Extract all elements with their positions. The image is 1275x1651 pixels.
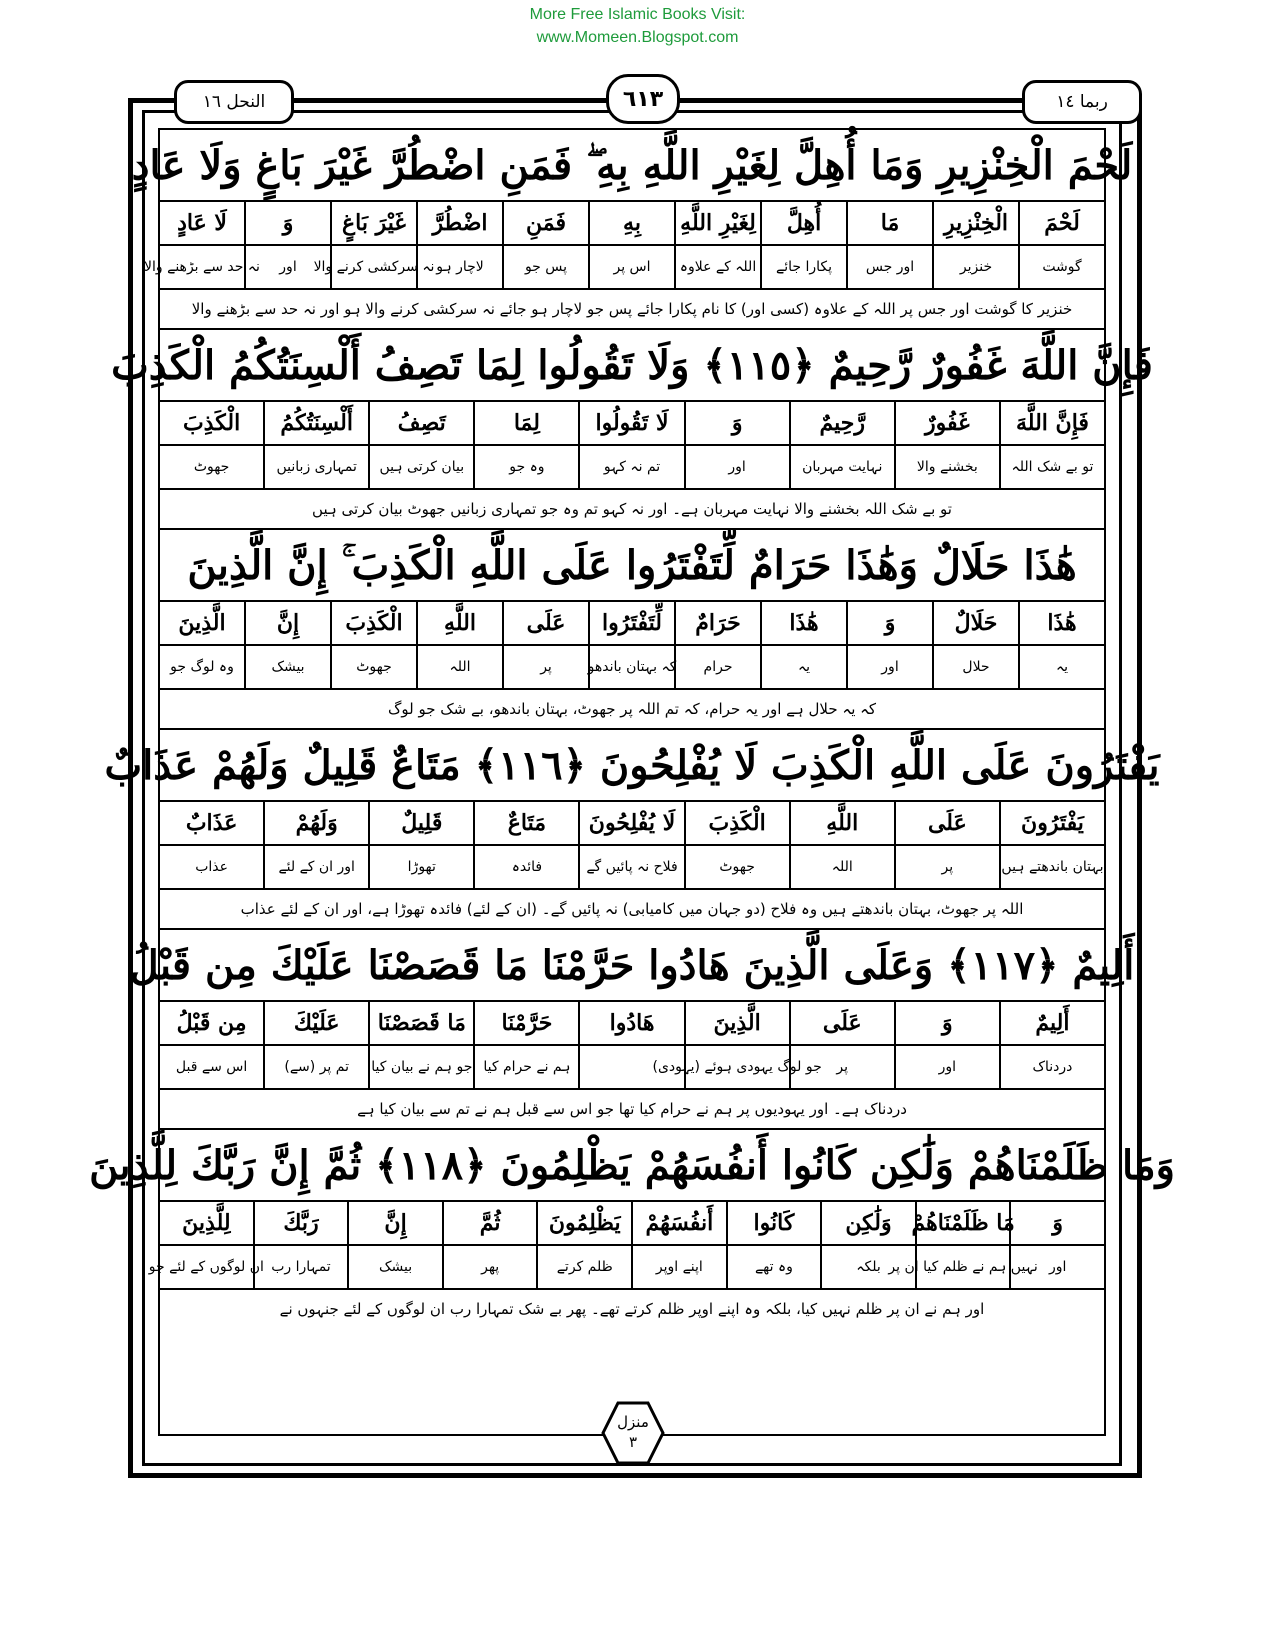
arabic-word-cell: فَإِنَّ اللَّهَ (999, 402, 1104, 444)
promo-link[interactable]: www.Momeen.Blogspot.com (536, 29, 739, 46)
arabic-word-cell: رَّحِيمٌ (789, 402, 894, 444)
arabic-word-cell: فَمَنِ (502, 202, 588, 244)
arabic-word-cell: لِّتَفْتَرُوا (588, 602, 674, 644)
urdu-meaning-cell: بہتان باندھتے ہیں (999, 846, 1104, 888)
arabic-word-cell: اضْطُرَّ (416, 202, 502, 244)
arabic-word-cell: عَلَيْكَ (263, 1002, 368, 1044)
urdu-meaning-cell: خنزیر (932, 246, 1018, 288)
urdu-meaning-cell: نہ حد سے بڑھنے والا (144, 259, 260, 275)
surah-tab: النحل ١٦ (174, 80, 294, 124)
urdu-meaning-cell: پھر (442, 1246, 537, 1288)
arabic-word-cell: لِمَا (473, 402, 578, 444)
arabic-word-cell: وَلَٰكِن (820, 1202, 915, 1244)
arabic-word-cell: الَّذِينَ (684, 1002, 789, 1044)
arabic-word-cell: عَذَابٌ (185, 810, 238, 836)
arabic-word-cell: حَرَامٌ (674, 602, 760, 644)
arabic-word-cell: وَ (846, 602, 932, 644)
verse-block (104, 730, 1160, 930)
urdu-translation-line: دردناک ہے۔ اور یہودیوں پر ہم نے حرام کیا تھا جو اس سے قبل ہم نے تم سے بیان کیا ہے (357, 1100, 907, 1118)
urdu-meaning-cell: اور (684, 446, 789, 488)
manzil-number: ٣ (628, 1433, 638, 1451)
urdu-meaning-cell: جھوٹ (684, 846, 789, 888)
urdu-meaning-cell: یہ (1018, 646, 1104, 688)
meaning-row (160, 646, 1104, 690)
juz-tab: ربما ١٤ (1022, 80, 1142, 124)
urdu-translation-line: خنزیر کا گوشت اور جس پر اللہ کے علاوہ (کسی اور) کا نام پکارا جائے پس جو لاچار ہو جائے نہ سرکشی کرنے والا ہو اور نہ حد سے بڑھنے والا (191, 300, 1073, 318)
verse-block (111, 330, 1153, 530)
urdu-meaning-cell: وہ جو (473, 446, 578, 488)
word-row (160, 202, 1104, 246)
arabic-word-cell: هَادُوا (578, 1002, 683, 1044)
urdu-meaning-cell: جھوٹ (193, 459, 230, 475)
arabic-word-cell: مَا قَصَصْنَا (368, 1002, 473, 1044)
arabic-word-cell: غَفُورٌ (894, 402, 999, 444)
arabic-word-cell: بِهِ (588, 202, 674, 244)
urdu-meaning-cell: فلاح نہ پائیں گے (578, 846, 683, 888)
arabic-word-cell: أَنفُسَهُمْ (631, 1202, 726, 1244)
arabic-word-cell: لَا عَادٍ (177, 210, 227, 236)
meaning-row (148, 1246, 1104, 1290)
page-number: ٦١٣ (606, 74, 680, 124)
urdu-meaning-cell: یہ (760, 646, 846, 688)
urdu-meaning-cell: تم نہ کہو (578, 446, 683, 488)
arabic-word-cell: لَا تَقُولُوا (578, 402, 683, 444)
verse-block (129, 930, 1135, 1130)
arabic-word-cell: وَ (894, 1002, 999, 1044)
urdu-meaning-cell: جو ہم نے بیان کیا (368, 1046, 473, 1088)
arabic-word-cell: حَرَّمْنَا (473, 1002, 578, 1044)
arabic-verse-line: هَٰذَا حَلَالٌ وَهَٰذَا حَرَامٌ لِّتَفْتَرُوا عَلَى اللَّهِ الْكَذِبَ ۚ إِنَّ الَّذِينَ (160, 530, 1104, 602)
arabic-word-cell: قَلِيلٌ (368, 802, 473, 844)
urdu-meaning-cell: اور (1009, 1246, 1104, 1288)
urdu-meaning-cell: اس پر (588, 246, 674, 288)
urdu-meaning-cell: کہ بہتان باندھو (588, 646, 674, 688)
urdu-meaning-cell: وہ لوگ جو (170, 659, 234, 675)
urdu-meaning-cell: اور جس (846, 246, 932, 288)
arabic-word-cell: الَّذِينَ (178, 610, 226, 636)
word-row (160, 602, 1104, 646)
urdu-meaning-cell: بیشک (244, 646, 330, 688)
verse-block (160, 530, 1104, 730)
urdu-meaning-cell: بخشنے والا (894, 446, 999, 488)
arabic-word-cell: الْكَذِبَ (330, 602, 416, 644)
manzil-text: منزل (617, 1413, 649, 1431)
urdu-meaning-cell: پکارا جائے (760, 246, 846, 288)
urdu-meaning-cell: نہ سرکشی کرنے والا (330, 246, 416, 288)
arabic-word-cell: أَلْسِنَتُكُمُ (263, 402, 368, 444)
urdu-meaning-cell: اس سے قبل (175, 1059, 248, 1075)
arabic-word-cell: عَلَى (894, 802, 999, 844)
urdu-meaning-cell: نہیں ہم نے ظلم کیا ان پر (915, 1246, 1010, 1288)
urdu-meaning-cell: پر (502, 646, 588, 688)
urdu-translation-line: کہ یہ حلال ہے اور یہ حرام، کہ تم اللہ پر جھوٹ، بہتان باندھو، بے شک جو لوگ (387, 700, 877, 718)
arabic-verse-line: وَمَا ظَلَمْنَاهُمْ وَلَٰكِن كَانُوا أَنفُسَهُمْ يَظْلِمُونَ ﴿١١٨﴾ ثُمَّ إِنَّ رَبَّكَ لِلَّذِينَ (160, 1130, 1104, 1202)
arabic-word-cell: مِن قَبْلُ (176, 1010, 247, 1036)
urdu-meaning-cell: ان لوگوں کے لئے جو (148, 1259, 264, 1275)
verse-block (131, 130, 1133, 330)
arabic-verse-line: أَلِيمٌ ﴿١١٧﴾ وَعَلَى الَّذِينَ هَادُوا حَرَّمْنَا مَا قَصَصْنَا عَلَيْكَ مِن قَبْلُ (160, 930, 1104, 1002)
arabic-word-cell: مَا ظَلَمْنَاهُمْ (915, 1202, 1010, 1244)
urdu-meaning-cell: پر (894, 846, 999, 888)
word-row (160, 802, 1104, 846)
meaning-row (160, 846, 1104, 890)
arabic-word-cell: عَلَى (502, 602, 588, 644)
arabic-word-cell: تَصِفُ (368, 402, 473, 444)
arabic-word-cell: كَانُوا (726, 1202, 821, 1244)
arabic-word-cell: رَبَّكَ (253, 1202, 348, 1244)
arabic-word-cell: لِلَّذِينَ (182, 1210, 231, 1236)
urdu-meaning-cell: تمہارا رب (253, 1246, 348, 1288)
urdu-meaning-cell: لاچار ہو (416, 246, 502, 288)
word-row (160, 1202, 1104, 1246)
urdu-translation-line: اللہ پر جھوٹ، بہتان باندھتے ہیں وہ فلاح (دو جہان میں کامیابی) نہ پائیں گے۔ (ان کے لئے) فائدہ تھوڑا ہے، اور ان کے لئے عذاب (240, 900, 1024, 918)
arabic-word-cell: لَا يُفْلِحُونَ (578, 802, 683, 844)
arabic-word-cell: وَلَهُمْ (263, 802, 368, 844)
meaning-row (160, 446, 1104, 490)
arabic-word-cell: الْخِنْزِيرِ (932, 202, 1018, 244)
urdu-meaning-cell: وہ تھے (726, 1246, 821, 1288)
urdu-meaning-cell: بیشک (347, 1246, 442, 1288)
meaning-row (144, 246, 1104, 290)
arabic-word-cell: ثُمَّ (442, 1202, 537, 1244)
promo-line-1: More Free Islamic Books Visit: (529, 6, 746, 23)
arabic-word-cell: هَٰذَا (760, 602, 846, 644)
urdu-meaning-cell: جو لوگ یہودی ہوئے (یہودی) (684, 1046, 789, 1088)
urdu-translation-line: اور ہم نے ان پر ظلم نہیں کیا، بلکہ وہ اپنے اوپر ظلم کرتے تھے۔ پھر بے شک تمہارا رب ان لوگوں کے لئے جنہوں نے (279, 1300, 985, 1318)
urdu-translation-line: تو بے شک اللہ بخشنے والا نہایت مہربان ہے۔ اور نہ کہو تم وہ جو تمہاری زبانیں جھوٹ بیان کرتی ہیں (312, 500, 952, 518)
urdu-meaning-cell: پر (789, 1046, 894, 1088)
arabic-word-cell: الْكَذِبَ (182, 410, 241, 436)
arabic-word-cell: الْكَذِبَ (684, 802, 789, 844)
word-row (160, 402, 1104, 446)
urdu-meaning-cell: اور ان کے لئے (263, 846, 368, 888)
urdu-meaning-cell: اللہ (416, 646, 502, 688)
arabic-verse-line: فَإِنَّ اللَّهَ غَفُورٌ رَّحِيمٌ ﴿١١٥﴾ وَلَا تَقُولُوا لِمَا تَصِفُ أَلْسِنَتُكُمُ الْكَذِبَ (160, 330, 1104, 402)
urdu-meaning-cell: اور (846, 646, 932, 688)
urdu-meaning-cell: حلال (932, 646, 1018, 688)
verse-block (89, 1130, 1175, 1328)
urdu-meaning-cell: اللہ کے علاوہ (674, 246, 760, 288)
arabic-word-cell: مَتَاعٌ (473, 802, 578, 844)
urdu-meaning-cell: بلکہ (820, 1246, 915, 1288)
arabic-word-cell: يَفْتَرُونَ (999, 802, 1104, 844)
urdu-meaning-cell: اور (894, 1046, 999, 1088)
urdu-meaning-cell: تم پر (سے) (263, 1046, 368, 1088)
urdu-meaning-cell: تھوڑا (368, 846, 473, 888)
arabic-verse-line: لَحْمَ الْخِنْزِيرِ وَمَا أُهِلَّ لِغَيْرِ اللَّهِ بِهِ ۖ فَمَنِ اضْطُرَّ غَيْرَ بَاغٍ وَلَا عَادٍ (160, 130, 1104, 202)
urdu-meaning-cell: ظلم کرتے (536, 1246, 631, 1288)
urdu-meaning-cell: گوشت (1018, 246, 1104, 288)
urdu-meaning-cell: پس جو (502, 246, 588, 288)
arabic-word-cell: وَ (684, 402, 789, 444)
urdu-meaning-cell: تمہاری زبانیں (263, 446, 368, 488)
arabic-word-cell: أُهِلَّ (760, 202, 846, 244)
arabic-word-cell: أَلِيمٌ (999, 1002, 1104, 1044)
urdu-meaning-cell: بیان کرتی ہیں (368, 446, 473, 488)
urdu-meaning-cell: اپنے اوپر (631, 1246, 726, 1288)
meaning-row (160, 1046, 1104, 1090)
urdu-meaning-cell: عذاب (195, 859, 228, 875)
arabic-word-cell: اللَّهِ (416, 602, 502, 644)
urdu-meaning-cell: حرام (674, 646, 760, 688)
arabic-word-cell: حَلَالٌ (932, 602, 1018, 644)
urdu-meaning-cell: فائدہ (473, 846, 578, 888)
arabic-word-cell: إِنَّ (244, 602, 330, 644)
arabic-word-cell: هَٰذَا (1018, 602, 1104, 644)
urdu-meaning-cell: نہایت مہربان (789, 446, 894, 488)
arabic-word-cell: لَحْمَ (1018, 202, 1104, 244)
arabic-word-cell: اللَّهِ (789, 802, 894, 844)
urdu-meaning-cell: اور (244, 246, 330, 288)
manzil-label (600, 1412, 666, 1452)
arabic-verse-line: يَفْتَرُونَ عَلَى اللَّهِ الْكَذِبَ لَا يُفْلِحُونَ ﴿١١٦﴾ مَتَاعٌ قَلِيلٌ وَلَهُمْ عَذَابٌ (160, 730, 1104, 802)
arabic-word-cell: مَا (846, 202, 932, 244)
verse-content (89, 128, 1175, 1436)
urdu-meaning-cell: دردناک (999, 1046, 1104, 1088)
word-row (160, 1002, 1104, 1046)
urdu-meaning-cell: جھوٹ (330, 646, 416, 688)
arabic-word-cell: غَيْرَ بَاغٍ (330, 202, 416, 244)
urdu-meaning-cell: تو بے شک اللہ (999, 446, 1104, 488)
arabic-word-cell: وَ (244, 202, 330, 244)
arabic-word-cell: لِغَيْرِ اللَّهِ (674, 202, 760, 244)
urdu-meaning-cell: ہم نے حرام کیا (473, 1046, 578, 1088)
arabic-word-cell: عَلَى (789, 1002, 894, 1044)
urdu-meaning-cell: اللہ (789, 846, 894, 888)
arabic-word-cell: إِنَّ (347, 1202, 442, 1244)
arabic-word-cell: وَ (1009, 1202, 1104, 1244)
arabic-word-cell: يَظْلِمُونَ (536, 1202, 631, 1244)
